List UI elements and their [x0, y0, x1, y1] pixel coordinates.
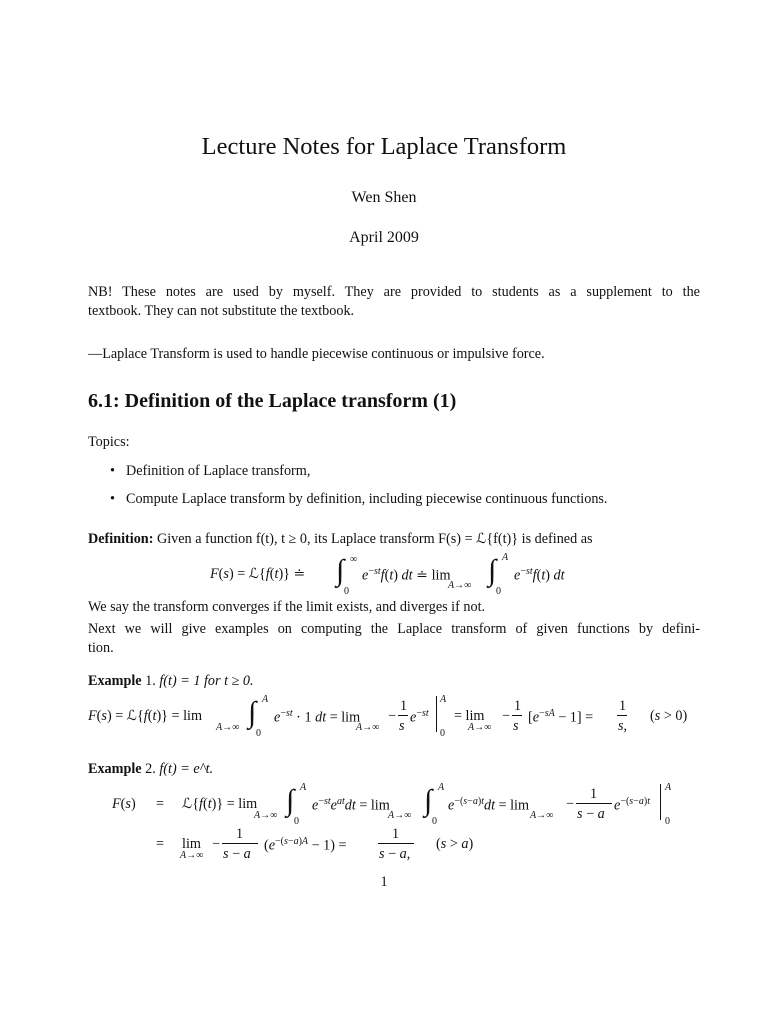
- definition-label: Definition:: [88, 531, 154, 547]
- next-line-2: tion.: [88, 639, 114, 656]
- example-2-text: f(t) = e^t.: [159, 761, 214, 777]
- next-line-1: Next we will give examples on computing the Laplace transform of given functions by defini-: [88, 621, 700, 637]
- topic-item-text: Compute Laplace transform by definition, including piecewise continuous functions.: [126, 491, 608, 507]
- definition-text: Given a function f(t), t ≥ 0, its Laplace transform F(s) = ℒ{f(t)} is defined as: [156, 531, 593, 547]
- topic-item: [110, 491, 607, 508]
- topic-item-text: Definition of Laplace transform,: [126, 463, 311, 479]
- nb-line-2: textbook. They can not substitute the textbook.: [88, 302, 355, 319]
- example-1-number: 1.: [145, 673, 156, 689]
- example-1-equation: F(s) = ℒ{f(t)} = lim A→∞ ∫ A 0 $e^{-st} \cdot 1$ dt = lim A→∞ − 1 s $e^{-st}$ A 0 = lim A→∞ − 1 s $[e^{-sA} - 1]$ = 1 s, (s > 0): [88, 694, 688, 739]
- example-2-heading: [88, 760, 700, 779]
- example-2-number: 2.: [145, 761, 156, 777]
- document-title: Lecture Notes for Laplace Transform: [201, 133, 567, 160]
- topics-label: Topics:: [88, 434, 130, 450]
- example-1-heading: [88, 672, 700, 691]
- example-2-equation-line-2: = lim A→∞ − 1 s − a $(e^{-(s-a)A} - 1)$ = 1 s − a, (s > a): [156, 826, 474, 862]
- nb-line-1: NB! These notes are used by myself. They are provided to students as a supplement to the: [88, 284, 700, 300]
- example-2-label: Example: [88, 761, 142, 777]
- definition-equation: F(s) = ℒ{f(t)} ≐ ∫ ∞ 0 $e^{-st}f(t)$ dt ≐ lim A→∞ ∫ A 0 $e^{-st}f(t)$ dt: [210, 552, 565, 597]
- document-author: Wen Shen: [351, 189, 417, 206]
- bullet-icon: •: [110, 463, 115, 479]
- example-1-text: f(t) = 1 for t ≥ 0.: [159, 673, 254, 689]
- nb-paragraph: [88, 283, 700, 320]
- definition-line: [88, 530, 700, 549]
- page-number: 1: [380, 874, 388, 890]
- example-1-label: Example: [88, 673, 142, 689]
- bullet-icon: •: [110, 491, 115, 507]
- document-date: April 2009: [349, 229, 419, 246]
- topic-item: [110, 463, 310, 480]
- next-paragraph: [88, 620, 700, 657]
- converge-line: We say the transform converges if the limit exists, and diverges if not.: [88, 599, 486, 615]
- section-heading: 6.1: Definition of the Laplace transform (1): [88, 390, 457, 412]
- intro-paragraph: —Laplace Transform is used to handle piecewise continuous or impulsive force.: [88, 346, 545, 362]
- example-2-equation-line-1: F(s) = ℒ{f(t)} = lim A→∞ ∫ A 0 $e^{-st}e^{at}dt = \lim$ A→∞ ∫ A 0 $e^{-(s-a)t}dt = \lim$ A→∞ − 1 s − a $e^{-(s-a)t}$ A 0: [112, 782, 672, 827]
